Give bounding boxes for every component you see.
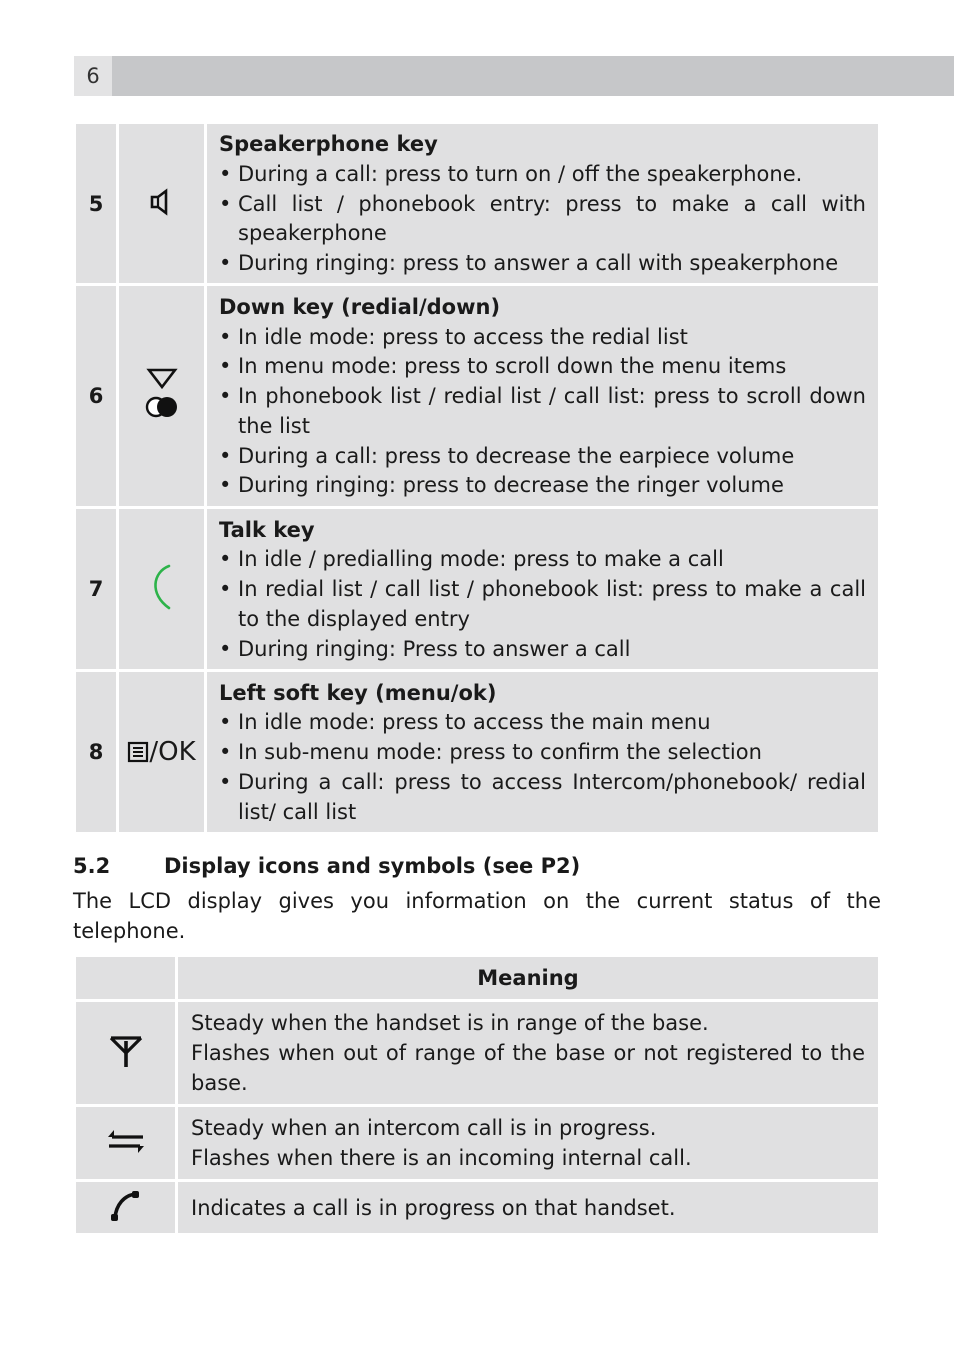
icons-table-header: [76, 957, 878, 999]
menu-ok-label: /OK: [149, 737, 196, 767]
bullet-item: • During a call: press to decrease the earpiece volume: [219, 442, 866, 472]
bullet-item: • During ringing: press to decrease the ringer volume: [219, 471, 866, 501]
bullet-item: • In menu mode: press to scroll down the menu items: [219, 352, 866, 382]
meaning-text: Steady when an intercom call is in progress.: [191, 1116, 657, 1140]
icon-row: [76, 1107, 878, 1179]
intercom-icon: [106, 1127, 146, 1159]
key-title: Talk key: [219, 517, 315, 542]
header-icon-cell: [76, 957, 175, 999]
bullet-item: • In idle mode: press to access the main menu: [219, 708, 866, 738]
bullet-item: • In idle mode: press to access the redial list: [219, 323, 866, 353]
bullet-item: • During a call: press to access Intercom/phonebook/ redial list/ call list: [219, 768, 866, 828]
header-meaning: Meaning: [178, 957, 878, 999]
bullet-item: • In idle / predialling mode: press to make a call: [219, 545, 866, 575]
icons-table: [73, 954, 881, 1236]
meaning-text: Flashes when there is an incoming internal call.: [191, 1146, 692, 1170]
key-row: [76, 286, 878, 506]
key-number: 7: [76, 509, 116, 669]
icon-row: [76, 1182, 878, 1233]
section-number: 5.2: [73, 854, 111, 878]
bullet-item: • Call list / phonebook entry: press to make a call with speakerphone: [219, 190, 866, 250]
meaning-text: Indicates a call is in progress on that handset.: [191, 1195, 676, 1220]
menu-ok-icon: [127, 737, 195, 767]
key-title: Down key (redial/down): [219, 294, 501, 319]
bullet-item: • During a call: press to turn on / off the speakerphone.: [219, 160, 866, 190]
key-row: [76, 509, 878, 669]
key-title: Speakerphone key: [219, 132, 438, 156]
speaker-icon: [149, 188, 175, 220]
handset-icon: [110, 1189, 142, 1227]
antenna-icon: [108, 1033, 144, 1073]
key-number: 5: [76, 124, 116, 283]
key-title: Left soft key (menu/ok): [219, 680, 497, 705]
bullet-item: • In sub-menu mode: press to confirm the selection: [219, 738, 866, 768]
bullet-item: • During ringing: press to answer a call with speakerphone: [219, 249, 866, 279]
key-row: [76, 672, 878, 832]
key-row: [76, 124, 878, 283]
section-intro: The LCD display gives you information on the current status of the telephone.: [73, 889, 881, 943]
key-number: 6: [76, 286, 116, 506]
keys-table: [73, 121, 881, 835]
down-redial-icon: [142, 365, 182, 427]
section-title: Display icons and symbols (see P2): [164, 854, 581, 878]
meaning-text: Flashes when out of range of the base or not registered to the base.: [191, 1041, 865, 1095]
bullet-item: • In phonebook list / redial list / call list: press to scroll down the list: [219, 382, 866, 442]
page-number: 6: [74, 56, 112, 96]
meaning-text: Steady when the handset is in range of the base.: [191, 1011, 709, 1035]
icon-row: [76, 1002, 878, 1104]
page-header-bar: [74, 56, 954, 96]
talk-icon: [147, 562, 177, 616]
bullet-item: • In redial list / call list / phonebook list: press to make a call to the displayed entry: [219, 575, 866, 635]
bullet-item: • During ringing: Press to answer a call: [219, 635, 866, 665]
key-number: 8: [76, 672, 116, 832]
section-heading: [73, 851, 580, 881]
